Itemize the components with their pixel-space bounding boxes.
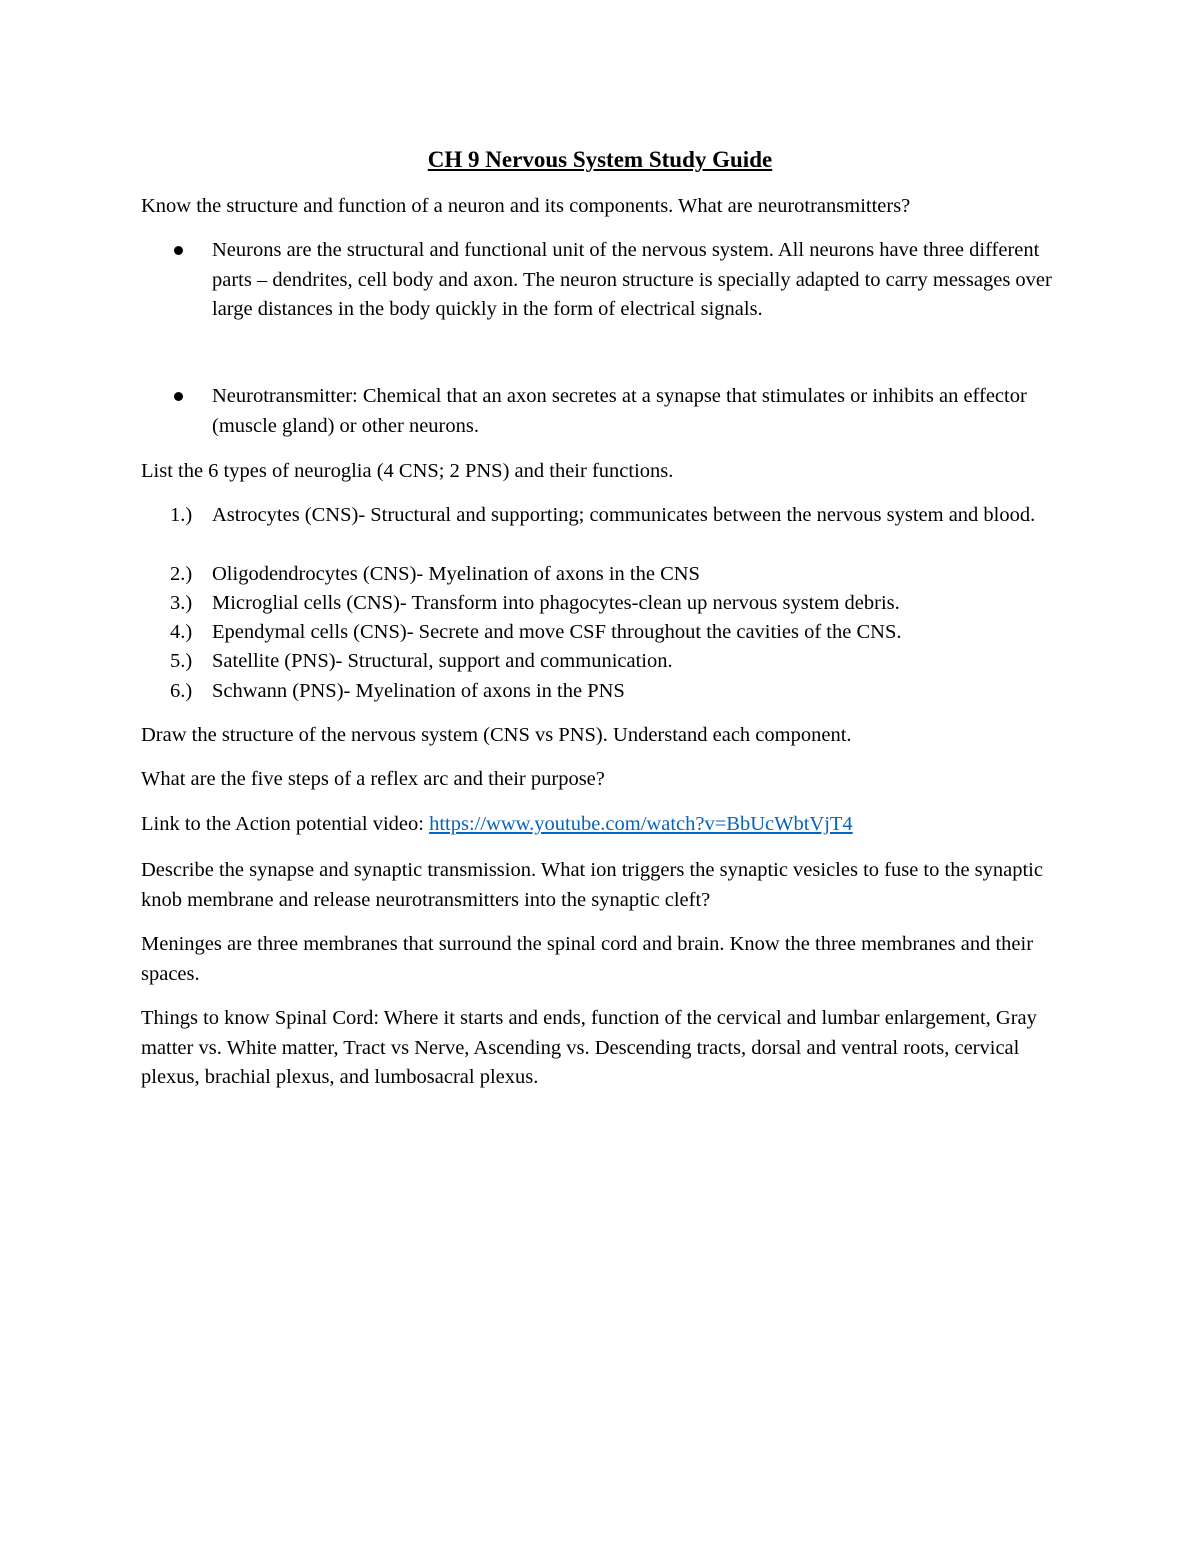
bullet-neurotransmitter: Neurotransmitter: Chemical that an axon secretes at a synapse that stimulates or inhibits an effector (muscle gland) or other neurons. <box>212 385 1027 437</box>
question-neuron: Know the structure and function of a neuron and its components. What are neurotransmitters? <box>141 195 911 217</box>
list-number: 3.) <box>170 592 193 614</box>
question-synapse: Describe the synapse and synaptic transmission. What ion triggers the synaptic vesicles to fuse to the synaptic knob membrane and release neurotransmitters into the synaptic cleft? <box>141 859 1043 911</box>
list-item-oligodendrocytes: Oligodendrocytes (CNS)- Myelination of axons in the CNS <box>212 563 700 585</box>
list-item-microglial: Microglial cells (CNS)- Transform into phagocytes-clean up nervous system debris. <box>212 592 900 614</box>
question-structure: Draw the structure of the nervous system (CNS vs PNS). Understand each component. <box>141 724 852 746</box>
list-number: 2.) <box>170 563 193 585</box>
list-item-ependymal: Ependymal cells (CNS)- Secrete and move CSF throughout the cavities of the CNS. <box>212 621 902 643</box>
question-meninges: Meninges are three membranes that surround the spinal cord and brain. Know the three membranes and their spaces. <box>141 933 1034 985</box>
bullet-icon <box>174 246 183 255</box>
list-item-schwann: Schwann (PNS)- Myelination of axons in the PNS <box>212 680 625 702</box>
video-link-label: Link to the Action potential video: <box>141 813 430 835</box>
question-reflex-arc: What are the five steps of a reflex arc and their purpose? <box>141 768 605 790</box>
list-number: 4.) <box>170 621 193 643</box>
list-number: 6.) <box>170 680 193 702</box>
list-item-satellite: Satellite (PNS)- Structural, support and communication. <box>212 650 673 672</box>
list-number: 1.) <box>170 504 193 526</box>
list-number: 5.) <box>170 650 193 672</box>
bullet-icon <box>174 392 183 401</box>
video-link[interactable]: https://www.youtube.com/watch?v=BbUcWbtVjT4 <box>429 813 853 835</box>
bullet-neurons: Neurons are the structural and functional unit of the nervous system. All neurons have three different parts – dendrites, cell body and axon. The neuron structure is specially adapted to carry messages over large distances in the body quickly in the form of electrical signals. <box>212 239 1052 320</box>
question-neuroglia: List the 6 types of neuroglia (4 CNS; 2 PNS) and their functions. <box>141 460 674 482</box>
list-item-astrocytes: Astrocytes (CNS)- Structural and supporting; communicates between the nervous system and blood. <box>212 504 1036 526</box>
video-link-line <box>141 810 1081 840</box>
question-spinal-cord: Things to know Spinal Cord: Where it starts and ends, function of the cervical and lumbar enlargement, Gray matter vs. White matter, Tract vs Nerve, Ascending vs. Descending tracts, dorsal and ventral roots, cervical plexus, brachial plexus, and lumbosacral plexus. <box>141 1007 1037 1088</box>
page-title: CH 9 Nervous System Study Guide <box>427 147 773 172</box>
